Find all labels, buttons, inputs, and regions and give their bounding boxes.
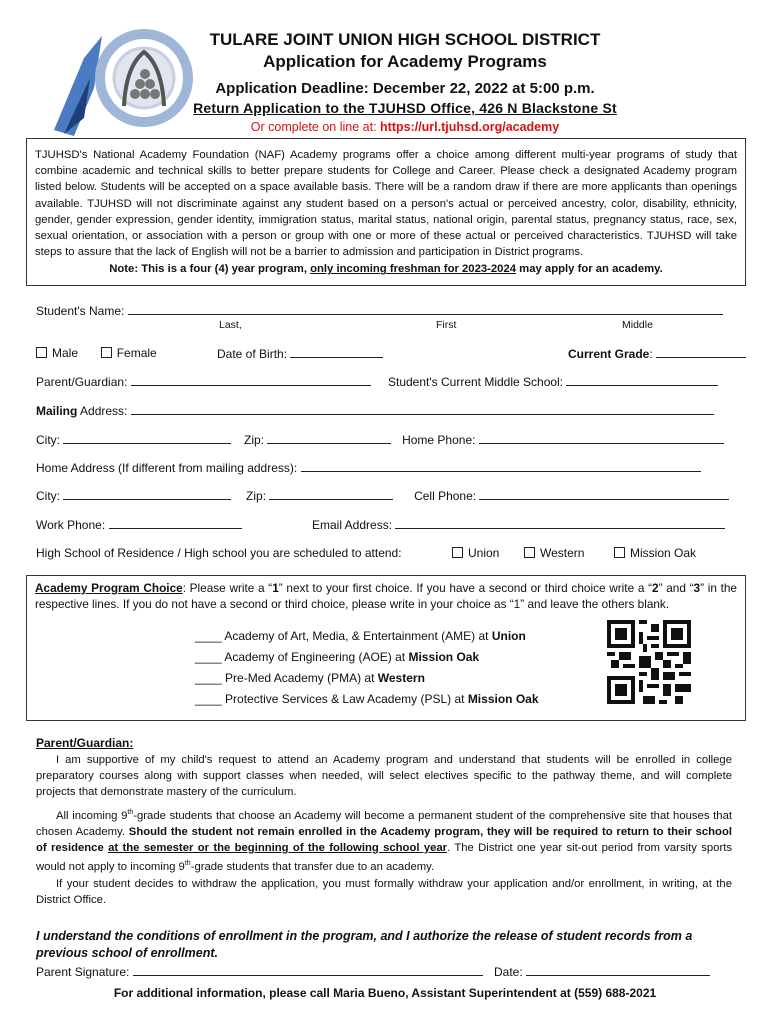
guardian-input[interactable] (131, 374, 371, 386)
choice-text-a: : Please write a “ (182, 581, 273, 595)
page-title: Application for Academy Programs (263, 52, 547, 71)
note-suffix: may apply for an academy. (516, 263, 663, 276)
district-name: TULARE JOINT UNION HIGH SCHOOL DISTRICT (209, 30, 601, 49)
zip-label-2: Zip: (246, 489, 267, 503)
deadline: Application Deadline: December 22, 2022 at 5:00 p.m. (215, 80, 595, 97)
middle-school-input[interactable] (566, 374, 718, 386)
union-label: Union (468, 546, 500, 560)
note-underlined: only incoming freshman for 2023-2024 (310, 263, 517, 276)
address-label: Address: (77, 404, 128, 418)
female-checkbox[interactable] (101, 347, 112, 358)
mailing-address-row (36, 403, 714, 418)
home-address-input[interactable] (301, 460, 701, 472)
parent-paragraph-2 (36, 805, 732, 875)
academy-option[interactable] (195, 649, 479, 665)
rank-blank[interactable]: ____ (195, 629, 222, 643)
zip-label: Zip: (244, 433, 265, 447)
online-link-line (170, 120, 640, 134)
grade-row: Current Grade: (568, 346, 746, 361)
city-zip-cell-row (36, 488, 729, 503)
online-prefix: Or complete on line at: (250, 120, 381, 134)
male-checkbox[interactable] (36, 347, 47, 358)
choice-instructions (35, 580, 737, 612)
guardian-row (36, 374, 371, 389)
p2-bold: Should the student not remain enrolled in the Academy program, they will be required to return to their school of residence (36, 825, 732, 854)
dob-row (217, 346, 383, 361)
current-grade-input[interactable] (656, 346, 746, 358)
last-label: Last, (219, 319, 242, 331)
cell-phone-input[interactable] (479, 488, 729, 500)
choice-text-c: ” and “ (658, 581, 694, 595)
academy-school: Union (491, 629, 526, 643)
dob-label: Date of Birth: (217, 347, 288, 361)
academy-option[interactable] (195, 670, 425, 686)
school-union (452, 546, 499, 560)
city-input[interactable] (63, 432, 231, 444)
home-address-label: Home Address (If different from mailing address): (36, 461, 298, 475)
choice-two: 2 (652, 581, 659, 595)
student-name-label: Student's Name: (36, 304, 125, 318)
city-input-2[interactable] (63, 488, 231, 500)
city-zip-phone-row (36, 432, 724, 447)
academy-name: Academy of Engineering (AOE) at (224, 650, 409, 664)
school-mission-oak (614, 546, 696, 560)
city-label-2: City: (36, 489, 60, 503)
academy-option[interactable] (195, 628, 526, 644)
p2-bold-underlined: at the semester or the beginning of the following school year (108, 841, 448, 854)
zip-input[interactable] (267, 432, 391, 444)
choice-one: 1 (272, 581, 279, 595)
mailing-address-input[interactable] (131, 403, 714, 415)
middle-label: Middle (622, 319, 653, 331)
work-email-row (36, 517, 242, 532)
parent-paragraph-3: If your student decides to withdraw the application, you must formally withdraw your application and/or enrollment, in writing, at the District Office. (36, 878, 732, 906)
parent-paragraph-1: I am supportive of my child's request to attend an Academy program and understand that students will be enrolled in college preparatory courses along with support classes when needed, will select electives specific to the pathway theme, and will complete projects that demonstrate mastery of the curriculum. (36, 754, 732, 798)
guardian-label: Parent/Guardian: (36, 375, 128, 389)
academy-school: Mission Oak (408, 650, 480, 664)
current-grade-label: Current Grade (568, 347, 650, 361)
work-phone-label: Work Phone: (36, 518, 106, 532)
work-phone-input[interactable] (109, 517, 242, 529)
academy-name: Pre-Med Academy (PMA) at (225, 671, 378, 685)
academy-option[interactable] (195, 691, 539, 707)
parent-heading: Parent/Guardian: (36, 736, 134, 750)
signature-label: Parent Signature: (36, 965, 130, 979)
footer-contact: For additional information, please call Maria Bueno, Assistant Superintendent at (559) 688-2021 (113, 986, 657, 1000)
western-label: Western (540, 546, 585, 560)
rank-blank[interactable]: ____ (195, 692, 222, 706)
dob-input[interactable] (290, 346, 383, 358)
intro-text: TJUHSD's National Academy Foundation (NAF) Academy programs offer a choice among different multi-year programs of study that combine academic and technical skills to better prepare students for College and Career. Please check a designated Academy program listed below. Students will be accepted on a space available basis. There will be a random draw if there are more applicants than openings available. TJUHSD will not discriminate against any student based on a person's actual or perceived ancestry, color, disability, ethnicity, gender, gender expression, gender identity, immigration status, marital status, national origin, parental status, pregnancy status, race, sex, sexual orientation, or association with a person or group with one or more of these actual or perceived characteristics. TJUHSD will take steps to assure that the lack of English will not be a barrier to admission and participation in District programs. (35, 149, 737, 259)
online-url-link[interactable]: https://url.tjuhsd.org/academy (380, 120, 560, 134)
rank-blank[interactable]: ____ (195, 671, 222, 685)
first-label: First (436, 319, 457, 331)
mailing-label: Mailing (36, 404, 78, 418)
p2-c: . The District one year sit-out period from varsity sports would not apply to incoming 9 (36, 841, 732, 873)
p2-d: -grade students that transfer due to an academy. (190, 860, 435, 873)
date-input[interactable] (526, 964, 710, 976)
rank-blank[interactable]: ____ (195, 650, 222, 664)
middle-school-row (388, 374, 718, 389)
p2-sup: th (127, 809, 134, 816)
choice-text-b: ” next to your first choice. If you have a second or third choice write a “ (278, 581, 653, 595)
academy-name: Academy of Art, Media, & Entertainment (AME) at (224, 629, 492, 643)
choice-three: 3 (693, 581, 701, 595)
choice-heading: Academy Program Choice (35, 581, 183, 595)
agreement-statement: I understand the conditions of enrollment in the program, and I authorize the release of student records from a previous school of enrollment. (36, 929, 693, 960)
mission-oak-label: Mission Oak (630, 546, 697, 560)
return-address: Return Application to the TJUHSD Office, 426 N Blackstone St (193, 100, 617, 116)
academy-school: Western (377, 671, 425, 685)
email-row (312, 517, 725, 532)
choice-text-d: ” in the respective lines. If you do not have a second or third choice, please write in your choice as “1” and leave the others blank. (35, 581, 737, 611)
p2-b: -grade students that choose an Academy will become a permanent student of the comprehensive site that houses that chosen Academy. (36, 809, 732, 838)
academy-school: Mission Oak (467, 692, 539, 706)
middle-school-label: Student's Current Middle School: (388, 375, 564, 389)
gender-row (36, 346, 157, 360)
home-address-row (36, 460, 701, 475)
p2-a: All incoming 9 (56, 809, 128, 822)
school-western (524, 546, 584, 560)
signature-row (36, 964, 483, 979)
student-name-input[interactable] (128, 303, 723, 315)
email-label: Email Address: (312, 518, 393, 532)
city-label: City: (36, 433, 60, 447)
zip-input-2[interactable] (269, 488, 393, 500)
student-name-row (36, 303, 723, 318)
qr-code-icon[interactable] (607, 620, 691, 704)
date-row (494, 964, 710, 979)
date-label: Date: (494, 965, 523, 979)
female-label: Female (116, 346, 157, 360)
male-label: Male (52, 346, 79, 360)
academy-choice-box (26, 575, 746, 721)
home-phone-input[interactable] (479, 432, 724, 444)
p2-sup-2: th (184, 859, 191, 867)
cell-phone-label: Cell Phone: (414, 489, 477, 503)
intro-box (26, 138, 746, 286)
residence-label: High School of Residence / High school you are scheduled to attend: (36, 546, 402, 560)
residence-row (36, 546, 402, 560)
western-checkbox[interactable] (524, 547, 535, 558)
union-checkbox[interactable] (452, 547, 463, 558)
program-note (35, 261, 737, 277)
home-phone-label: Home Phone: (402, 433, 476, 447)
academy-name: Protective Services & Law Academy (PSL) at (225, 692, 468, 706)
mission-oak-checkbox[interactable] (614, 547, 625, 558)
email-input[interactable] (395, 517, 725, 529)
signature-input[interactable] (133, 964, 483, 976)
note-prefix: Note: This is a four (4) year program, (109, 263, 311, 276)
